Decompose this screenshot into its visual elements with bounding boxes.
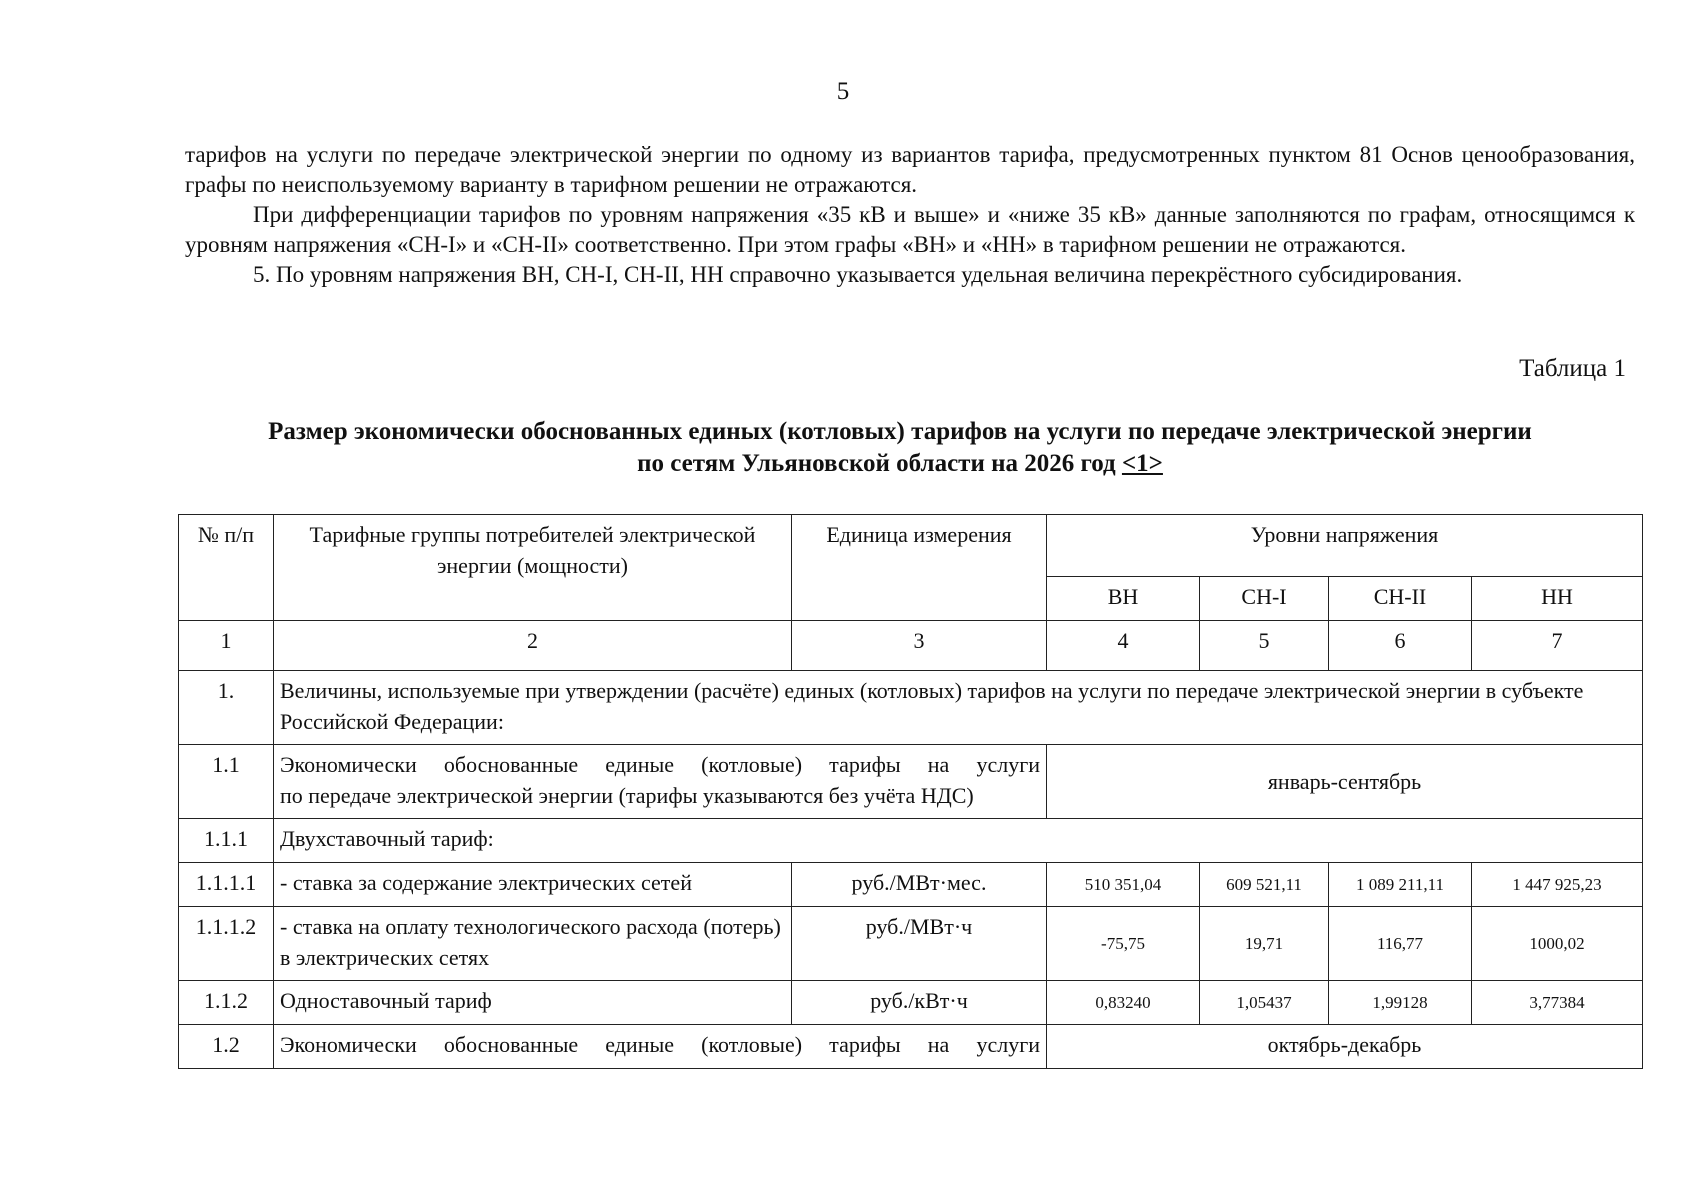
column-number: 3 [792,621,1047,671]
table-title-line-2 [150,448,1650,480]
row-unit: руб./кВт·ч [792,981,1047,1025]
row-description: Двухставочный тариф: [274,819,1643,863]
value-sn1: 1,05437 [1200,981,1329,1025]
period-label: октябрь-декабрь [1047,1025,1643,1069]
paragraph-continuation: тарифов на услуги по передаче электрической энергии по одному из вариантов тарифа, предусмотренных пунктом 81 Основ ценообразования, графы по неиспользуемому варианту в тарифном решении не отражаются. [185,142,1635,197]
row-num: 1.1.1.2 [179,907,274,981]
row-num: 1.1.2 [179,981,274,1025]
header-voltage-levels: Уровни напряжения [1047,515,1643,577]
body-text [185,140,1635,290]
row-description: Экономически обоснованные единые (котловые) тарифы на услуги [274,1025,1047,1069]
row-num: 1.1.1.1 [179,863,274,907]
header-nn: НН [1472,577,1643,621]
row-num: 1.1.1 [179,819,274,863]
row-unit: руб./МВт·мес. [792,863,1047,907]
row-num: 1. [179,671,274,745]
column-number: 2 [274,621,792,671]
table-title [150,416,1650,480]
value-sn2: 1 089 211,11 [1329,863,1472,907]
table-title-line-1: Размер экономически обоснованных единых (котловых) тарифов на услуги по передаче электрической энергии [268,418,1532,445]
header-sn2: СН-II [1329,577,1472,621]
header-row [179,515,1643,577]
header-tariff-group: Тарифные группы потребителей электрической энергии (мощности) [274,515,792,621]
column-number: 5 [1200,621,1329,671]
header-num: № п/п [179,515,274,621]
value-vn: 510 351,04 [1047,863,1200,907]
paragraph-voltage-differentiation: При дифференциации тарифов по уровням напряжения «35 кВ и выше» и «ниже 35 кВ» данные заполняются по графам, относящимся к уровням напряжения «СН-I» и «СН-II» соответственно. При этом графы «ВН» и «НН» в тарифном решении не отражаются. [185,202,1635,257]
column-number: 6 [1329,621,1472,671]
column-number: 7 [1472,621,1643,671]
row-num: 1.2 [179,1025,274,1069]
column-number: 4 [1047,621,1200,671]
table-row-1 [179,671,1643,745]
value-sn2: 116,77 [1329,907,1472,981]
table-label: Таблица 1 [1519,355,1626,382]
table-row-1-1 [179,745,1643,819]
row-unit: руб./МВт·ч [792,907,1047,981]
table-row-1-1-2 [179,981,1643,1025]
row-description-line-2: по передаче электрической энергии (тарифы указываются без учёта НДС) [280,783,974,808]
table-row-1-2 [179,1025,1643,1069]
period-label: январь-сентябрь [1047,745,1643,819]
table-row-1-1-1-2 [179,907,1643,981]
value-nn: 3,77384 [1472,981,1643,1025]
paragraph-item-5: 5. По уровням напряжения ВН, СН-I, СН-II, НН справочно указывается удельная величина перекрёстного субсидирования. [253,262,1463,287]
column-number: 1 [179,621,274,671]
row-description-line-1: Экономически обоснованные единые (котловые) тарифы на услуги [280,752,1040,777]
footnote-link[interactable]: <1> [1121,450,1163,477]
column-numbers-row [179,621,1643,671]
value-nn: 1 447 925,23 [1472,863,1643,907]
table-row-1-1-1-1 [179,863,1643,907]
value-sn2: 1,99128 [1329,981,1472,1025]
table-title-line-2-text: по сетям Ульяновской области на 2026 год [637,450,1116,477]
row-description [274,745,1047,819]
table-row-1-1-1 [179,819,1643,863]
row-description: Одноставочный тариф [274,981,792,1025]
header-sn1: СН-I [1200,577,1329,621]
value-nn: 1000,02 [1472,907,1643,981]
value-vn: -75,75 [1047,907,1200,981]
row-description: - ставка на оплату технологического расхода (потерь) в электрических сетях [274,907,792,981]
value-sn1: 609 521,11 [1200,863,1329,907]
value-sn1: 19,71 [1200,907,1329,981]
row-description: - ставка за содержание электрических сетей [274,863,792,907]
tariffs-table [178,514,1643,1069]
header-vn: ВН [1047,577,1200,621]
value-vn: 0,83240 [1047,981,1200,1025]
page-number: 5 [836,78,850,105]
row-num: 1.1 [179,745,274,819]
header-unit: Единица измерения [792,515,1047,621]
row-description: Величины, используемые при утверждении (расчёте) единых (котловых) тарифов на услуги по передаче электрической энергии в субъекте Российской Федерации: [274,671,1643,745]
